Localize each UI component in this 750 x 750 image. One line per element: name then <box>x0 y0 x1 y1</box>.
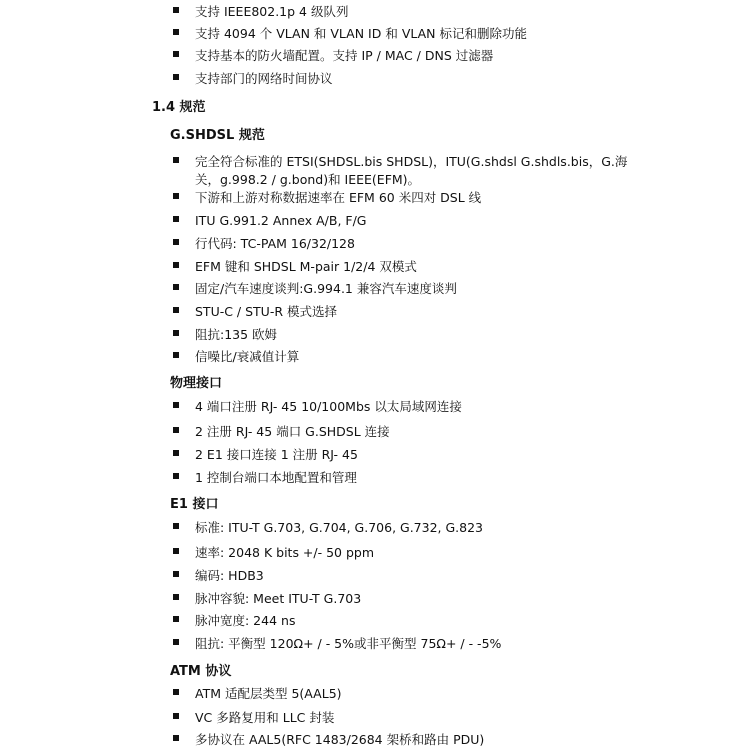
atm-heading: ATM 协议 <box>170 664 232 679</box>
bullet-icon <box>173 284 179 290</box>
e1-heading: E1 接口 <box>170 497 219 512</box>
bullet-icon <box>173 402 179 408</box>
bullet-icon <box>173 639 179 645</box>
bullet-icon <box>173 51 179 57</box>
bullet-icon <box>173 157 179 163</box>
bullet-icon <box>173 193 179 199</box>
bullet-icon <box>173 735 179 741</box>
document-page: 支持 IEEE802.1p 4 级队列 支持 4094 个 VLAN 和 VLAN ID 和 VLAN 标记和删除功能 支持基本的防火墙配置。支持 IP / MAC / DNS 过滤器 支持部门的网络时间协议 1.4 规范 G.SHDSL 规范 完全符合标准的 ETSI(SHDSL.bis SHDSL)，ITU(G.shdsl G.shdls.bis，G.海关，g.998.2 / g.bond)和 IEEE(EFM)。 下游和上游对称数据速率在 EFM 60 米四对 DSL 线 ITU G.991.2 Annex A/B, F/G 行代码: TC-PAM 16/32/128 EFM 键和 SHDSL M-pair 1/2/4 双模式 固定/汽车速度谈判:G.994.1 兼容汽车速度谈判 STU-C / STU-R 模式选择 阻抗:135 欧姆 信噪比/衰减值计算 物理接口 4 端口注册 RJ- 45 10/100Mbs 以太局域网连接 2 注册 RJ- 45 端口 G.SHDSL 连接 2 E1 接口连接 1 注册 RJ- 45 1 控制台端口本地配置和管理 E1 接口 标准: ITU-T G.703, G.704, G.706, G.732, G.823 速率: 2048 K bits +/- 50 ppm 编码: HDB3 脉冲容貌: Meet ITU-T G.703 脉冲宽度: 244 ns 阻抗: 平衡型 120Ω+ / - 5%或非平衡型 75Ω+ / - -5% ATM 协议 ATM 适配层类型 5(AAL5) VC 多路复用和 LLC 封装 多协议在 AAL5(RFC 1483/2684 架桥和路由 PDU) <box>152 4 628 747</box>
bullet-icon <box>173 473 179 479</box>
bullet-icon <box>173 239 179 245</box>
bullet-icon <box>173 548 179 554</box>
bullet-icon <box>173 74 179 80</box>
bullet-icon <box>173 571 179 577</box>
bullet-icon <box>173 216 179 222</box>
bullet-icon <box>173 307 179 313</box>
bullet-icon <box>173 330 179 336</box>
bullet-icon <box>173 594 179 600</box>
bullet-icon <box>173 689 179 695</box>
bullet-icon <box>173 713 179 719</box>
physical-heading: 物理接口 <box>170 376 223 391</box>
bullet-icon <box>173 7 179 13</box>
section-title: 1.4 规范 <box>152 100 206 115</box>
bullet-icon <box>173 450 179 456</box>
bullet-icon <box>173 616 179 622</box>
bullet-icon <box>173 523 179 529</box>
bullet-icon <box>173 352 179 358</box>
bullet-icon <box>173 262 179 268</box>
bullet-icon <box>173 29 179 35</box>
bullet-icon <box>173 427 179 433</box>
gshdsl-heading: G.SHDSL 规范 <box>170 128 265 143</box>
